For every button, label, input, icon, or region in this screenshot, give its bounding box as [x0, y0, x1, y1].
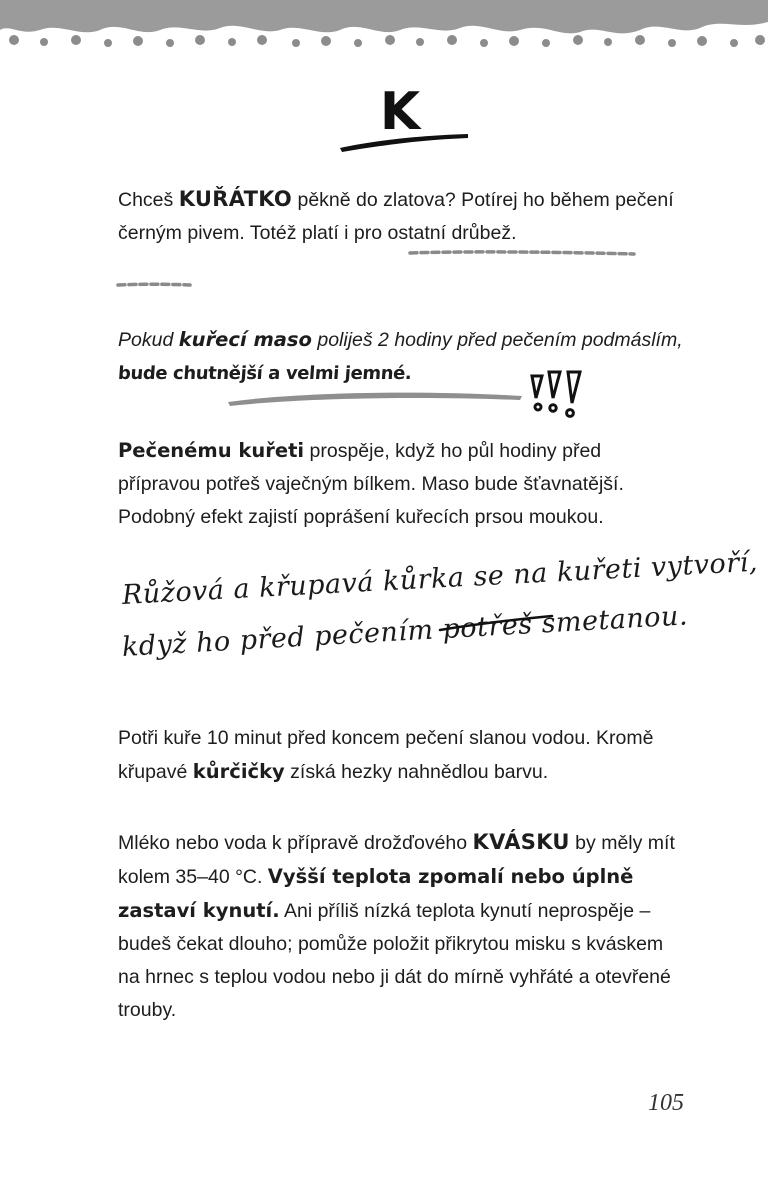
keyword-kvasku: KVÁSKU [472, 830, 570, 854]
p5-text-2: získá hezky nahnědlou barvu. [284, 761, 549, 783]
paragraph-kuratko [118, 183, 688, 250]
keyword-kuratko: KUŘÁTKO [178, 187, 293, 211]
p1-text-2: pěkně do zlatova? Potírej ho během pečení černým pivem. [118, 189, 674, 244]
p1-text-3: . [511, 222, 517, 244]
paragraph-kureci-maso [118, 323, 688, 390]
handwritten-tip-line-2: když ho před pečením potřeš smetanou. [121, 600, 689, 663]
page-number: 105 [648, 1090, 684, 1116]
dashed-underline-2 [118, 284, 190, 285]
p3-text-1: prospěje, když ho půl hodiny před přípravou potřeš vaječným bílkem. Maso bude šťavnatější. Podobný efekt zajistí poprášení kuřecích prsou moukou. [118, 440, 624, 528]
p6-text-3: Ani příliš nízká teplota kynutí neprospěje – budeš čekat dlouho; pomůže položit přikrytou misku s kváskem na hrnec s teplou vodou nebo ji dát do mírně vyhřáté a otevřené trouby. [118, 900, 671, 1021]
p2-text-1: Pokud [118, 329, 179, 351]
chapter-letter: K [379, 82, 421, 142]
p6-text-2: by měly mít kolem 35–40 °C. [118, 832, 675, 888]
paragraph-kvasek [118, 826, 688, 1027]
p5-text-1: Potři kuře 10 minut před koncem pečení slanou vodou. Kromě křupavé [118, 727, 654, 783]
decorative-top-border [0, 0, 768, 60]
chapter-underline-stroke [338, 130, 470, 154]
p2-text-2: poliješ 2 hodiny před pečením podmáslím, [311, 329, 683, 351]
p1-text-1: Chceš [118, 189, 179, 211]
keyword-kurcicky: kůrčičky [192, 760, 285, 783]
p1-underlined-note: Totéž platí i pro ostatní drůbež [249, 222, 512, 244]
handwritten-tip-line-1: Růžová a křupavá kůrka se na kuřeti vytvoří, [121, 546, 759, 611]
p2-handwritten-note: bude chutnější a velmi jemné. [117, 363, 413, 384]
brush-underline [228, 393, 522, 406]
paragraph-slana-voda [118, 722, 688, 789]
p6-text-1: Mléko nebo voda k přípravě drožďového [118, 832, 473, 854]
paragraph-peceni-kureti [118, 434, 688, 534]
keyword-kureci-maso: kuřecí maso [178, 328, 312, 351]
dashed-underline-1 [410, 252, 634, 254]
keyword-pecenemu-kureti: Pečenému kuřeti [118, 439, 305, 462]
p6-bold-warning: Vyšší teplota zpomalí nebo úplně zastaví kynutí. [118, 865, 634, 922]
